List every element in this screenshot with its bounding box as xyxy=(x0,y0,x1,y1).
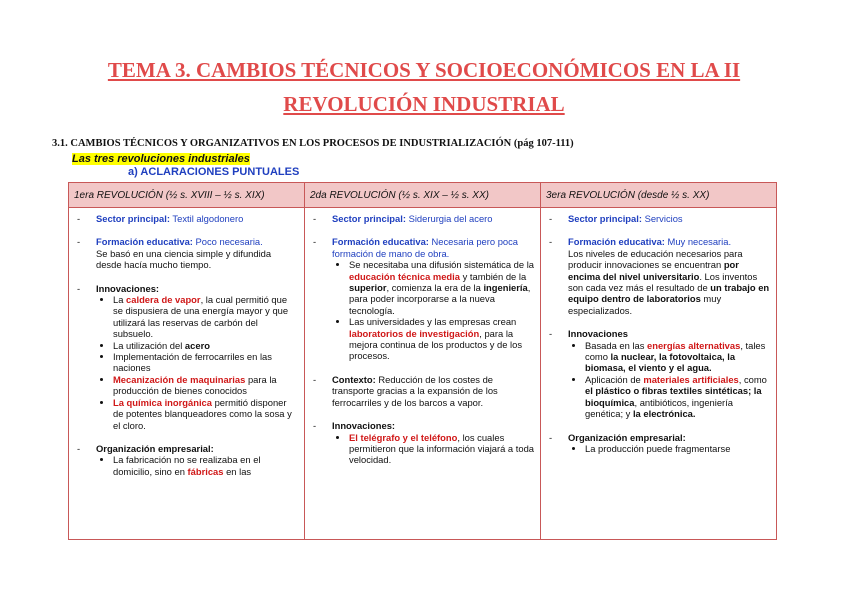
organization-list xyxy=(96,454,299,477)
header-first-revolution: 1era REVOLUCIÓN (½ s. XVIII – ½ s. XIX) xyxy=(69,183,305,208)
education-value: Poco necesaria. xyxy=(192,236,263,248)
innovations-block xyxy=(546,328,771,419)
innovations-label: Innovaciones: xyxy=(332,420,396,432)
list-item: • La química inorgánica permitió disponer de potentes blanqueadores como la sosa y el cloro. xyxy=(113,397,299,431)
innovations-list xyxy=(96,294,299,431)
table-header-row xyxy=(69,183,777,208)
list-item: • Se necesitaba una difusión sistemática de la educación técnica media y también de la superior, comienza la era de la ingeniería, para poder incorporarse a la nueva tecnología. xyxy=(349,259,535,316)
list-item: • La caldera de vapor, la cual permitió que se dispusiera de una energía mayor y que utilizará las reservas de carbón del subsuelo. xyxy=(113,294,299,340)
education-label: Formación educativa: xyxy=(332,236,429,248)
revolutions-table xyxy=(68,182,777,540)
sector-value: Siderurgia del acero xyxy=(405,213,493,224)
list-item: • Implementación de ferrocarriles en las naciones xyxy=(113,351,299,374)
sector-block xyxy=(310,213,535,224)
organization-block xyxy=(74,443,299,477)
section-heading: 3.1. CAMBIOS TÉCNICOS Y ORGANIZATIVOS EN LOS PROCESOS DE INDUSTRIALIZACIÓN (pág 107-111) xyxy=(52,138,574,149)
list-item: • Aplicación de materiales artificiales, como el plástico o fibras textiles sintéticas; la bioquímica, antibióticos, ingeniería genética; y la electrónica. xyxy=(585,374,771,420)
cell-second-revolution xyxy=(305,208,541,540)
table-row xyxy=(69,208,777,540)
innovations-label: Innovaciones: xyxy=(96,282,160,294)
subsection-heading: Las tres revoluciones industriales xyxy=(72,153,250,165)
organization-block xyxy=(546,432,771,455)
list-item: • Mecanización de maquinarias para la producción de bienes conocidos xyxy=(113,374,299,397)
education-block xyxy=(310,236,535,361)
cell-third-revolution xyxy=(541,208,777,540)
sector-block xyxy=(74,213,299,224)
sector-value: Textil algodonero xyxy=(169,213,244,224)
page-title-line2: REVOLUCIÓN INDUSTRIAL xyxy=(283,92,565,116)
education-block xyxy=(74,236,299,270)
organization-label: Organización empresarial: xyxy=(96,442,214,454)
innovations-list xyxy=(332,432,535,466)
education-label: Formación educativa: xyxy=(96,236,193,248)
sector-label: Sector principal: xyxy=(96,213,170,224)
cell-first-revolution xyxy=(69,208,305,540)
education-text: Se basó en una ciencia simple y difundida desde hacía mucho tiempo. xyxy=(96,247,272,271)
context-block xyxy=(310,374,535,408)
header-third-revolution: 3era REVOLUCIÓN (desde ½ s. XX) xyxy=(541,183,777,208)
sector-value: Servicios xyxy=(641,213,683,224)
context-label: Contexto: xyxy=(332,373,376,385)
sector-block xyxy=(546,213,771,224)
list-item: • La utilización del acero xyxy=(113,340,299,351)
organization-label: Organización empresarial: xyxy=(568,431,686,443)
header-second-revolution: 2da REVOLUCIÓN (½ s. XIX – ½ s. XX) xyxy=(305,183,541,208)
innovations-block xyxy=(310,420,535,466)
education-block: - Formación educativa: Muy necesaria. Los niveles de educación necesarios para producir innovaciones se encuentran por encima del nivel universitario. Los inventos son cada vez más el resultado de un trabajo en equipo dentro de laboratorios muy especializados. xyxy=(546,236,771,316)
list-item: • Las universidades y las empresas crean laboratorios de investigación, para la mejora continua de los productos y de los procesos. xyxy=(349,316,535,362)
education-list xyxy=(332,259,535,362)
sector-label: Sector principal: xyxy=(568,213,642,224)
list-item: • El telégrafo y el teléfono, los cuales permitieron que la información viajará a toda velocidad. xyxy=(349,432,535,466)
sub-heading: a) ACLARACIONES PUNTUALES xyxy=(128,166,300,178)
innovations-label: Innovaciones xyxy=(568,328,628,340)
sector-label: Sector principal: xyxy=(332,213,406,224)
page-title-line1: TEMA 3. CAMBIOS TÉCNICOS Y SOCIOECONÓMICOS EN LA II xyxy=(107,58,741,82)
list-item: • Basada en las energías alternativas, tales como la nuclear, la fotovoltaica, la biomasa, el viento y el agua. xyxy=(585,340,771,374)
education-value: Muy necesaria. xyxy=(664,236,732,248)
innovations-list xyxy=(568,340,771,420)
innovations-block xyxy=(74,283,299,431)
education-label: Formación educativa: xyxy=(568,236,665,248)
organization-list xyxy=(568,443,771,454)
context-value: Reducción de los costes de transporte gracias a la expansión de los ferrocarriles y de los barcos a vapor. xyxy=(332,373,498,408)
list-item: • La producción puede fragmentarse xyxy=(585,443,771,454)
list-item: • La fabricación no se realizaba en el domicilio, sino en fábricas en las xyxy=(113,454,299,477)
education-value: Necesaria pero poca formación de mano de obra. xyxy=(332,236,519,259)
